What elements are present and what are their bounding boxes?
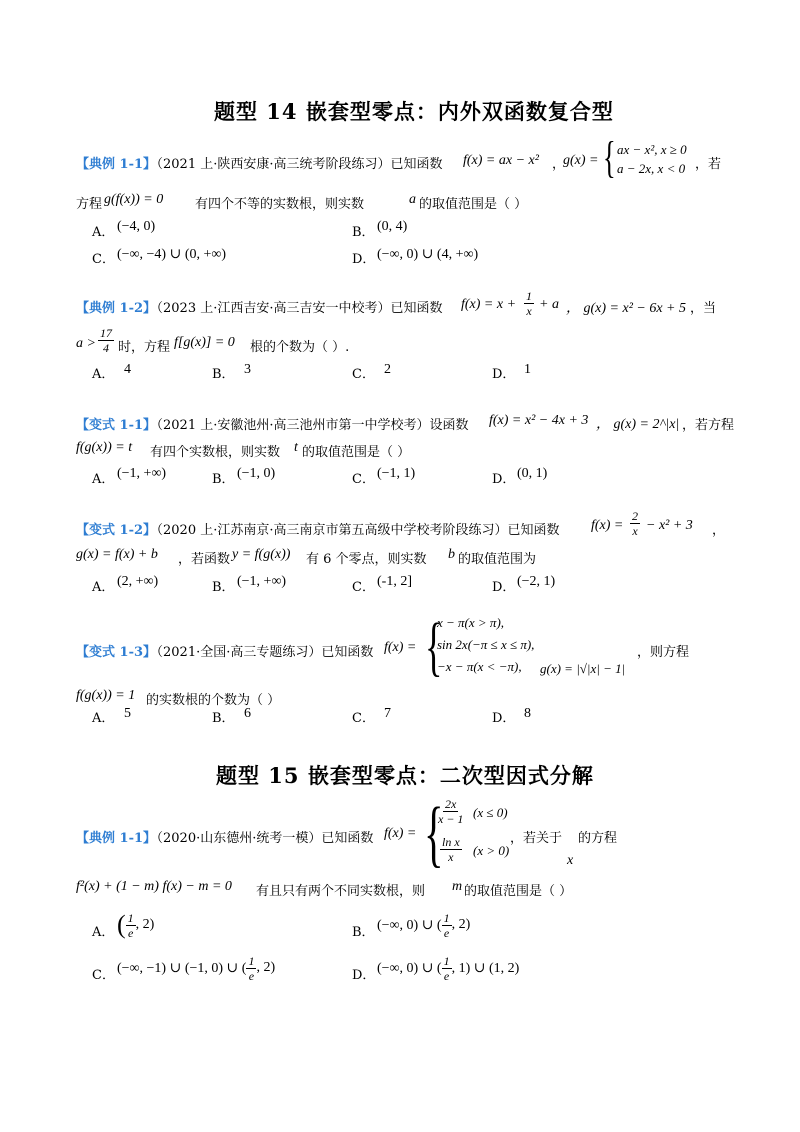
option-d bbox=[377, 950, 519, 986]
function-f: f(x) = x + bbox=[461, 297, 517, 312]
option-b-label: B． bbox=[212, 472, 235, 487]
brace: { bbox=[603, 133, 616, 182]
denominator: x bbox=[526, 304, 532, 318]
denominator: e bbox=[128, 925, 134, 940]
numerator: 1 bbox=[526, 289, 532, 303]
fraction bbox=[442, 911, 452, 940]
paren: ( bbox=[117, 910, 126, 939]
text: 的实数根的个数为（ ） bbox=[146, 693, 281, 708]
condition: a > bbox=[76, 336, 96, 351]
text: 有 6 个零点，则实数 bbox=[306, 552, 427, 567]
function-f: f(x) = ax − x² bbox=[463, 153, 539, 168]
text: 根的个数为（ ）. bbox=[250, 340, 350, 355]
option-d-label: D． bbox=[352, 252, 376, 267]
option-a: 5 bbox=[124, 706, 131, 721]
problem-source: （2023 上·江西吉安·高三吉安一中校考）已知函数 bbox=[150, 301, 443, 316]
option-a-label: A． bbox=[92, 925, 115, 940]
option-b-label: B． bbox=[352, 225, 375, 240]
option-d: (−∞, 0) ∪ (4, +∞) bbox=[377, 247, 479, 262]
option-c: 2 bbox=[384, 362, 391, 377]
option-a: 4 bbox=[124, 362, 131, 377]
option-b-label: B． bbox=[352, 925, 375, 940]
fraction bbox=[98, 326, 114, 355]
section-title-15: 题型 15 嵌套型零点：二次型因式分解 bbox=[216, 763, 594, 788]
option-d: (−2, 1) bbox=[517, 574, 556, 589]
denominator: e bbox=[443, 968, 450, 983]
option-a-label: A． bbox=[92, 367, 115, 382]
case-1-condition: (x ≤ 0) bbox=[473, 805, 508, 820]
option-b: (−1, +∞) bbox=[237, 574, 287, 589]
option-a-tail: , 2) bbox=[135, 917, 155, 932]
option-c-label: C． bbox=[352, 711, 375, 726]
text: 有且只有两个不同实数根，则 bbox=[256, 884, 426, 899]
text: 时，方程 bbox=[118, 340, 171, 355]
option-c-label: C． bbox=[352, 580, 375, 595]
text: 有四个不等的实数根，则实数 bbox=[195, 197, 365, 212]
numerator: ln x bbox=[442, 835, 460, 849]
text: ， bbox=[712, 523, 726, 538]
option-c: 7 bbox=[384, 706, 391, 721]
denominator: x bbox=[448, 850, 454, 864]
denominator: e bbox=[443, 925, 450, 940]
function-g-label: g(x) = bbox=[563, 153, 599, 168]
option-d-label: D． bbox=[492, 472, 516, 487]
function-g: ， g(x) = 2^|x| bbox=[596, 417, 680, 432]
text: 有四个实数根，则实数 bbox=[150, 445, 281, 460]
function-f: f(x) = bbox=[591, 518, 624, 533]
problem-source: （2020 上·江苏南京·高三南京市第五高级中学校考阶段练习）已知函数 bbox=[150, 523, 560, 538]
option-a-label: A． bbox=[92, 711, 115, 726]
equation: g(f(x)) = 0 bbox=[104, 192, 164, 207]
equation: f²(x) + (1 − m) f(x) − m = 0 bbox=[76, 879, 232, 894]
problem-tag: 【变式 1-2】 bbox=[76, 523, 157, 538]
problem-source: （2020·山东德州·统考一模）已知函数 bbox=[150, 831, 374, 846]
variable: m bbox=[452, 879, 463, 894]
option-c: (-1, 2] bbox=[377, 574, 412, 589]
fraction bbox=[442, 954, 452, 983]
numerator: 1 bbox=[443, 910, 450, 925]
case-2-condition: (x > 0) bbox=[473, 843, 510, 858]
option-d-tail: , 1) ∪ (1, 2) bbox=[451, 960, 520, 976]
option-d: 8 bbox=[524, 706, 531, 721]
fraction bbox=[126, 911, 136, 940]
equation: f(g(x)) = t bbox=[76, 440, 133, 455]
option-c-label: C． bbox=[352, 472, 375, 487]
g-case-2: a − 2x, x < 0 bbox=[617, 161, 686, 176]
option-c-head: (−∞, −1) ∪ (−1, 0) ∪ ( bbox=[117, 960, 247, 976]
case-2-fraction bbox=[440, 835, 462, 864]
option-a: (−4, 0) bbox=[117, 219, 156, 234]
option-b: 6 bbox=[244, 706, 251, 721]
option-c-label: C． bbox=[92, 252, 115, 267]
option-d-label: D． bbox=[492, 367, 516, 382]
option-b-head: (−∞, 0) ∪ ( bbox=[377, 917, 442, 933]
option-b-label: B． bbox=[212, 711, 235, 726]
function-f-tail: + a bbox=[539, 297, 559, 312]
function-f: f(x) = x² − 4x + 3 bbox=[489, 413, 589, 428]
variable: t bbox=[294, 440, 298, 455]
text: ，若方程 bbox=[682, 418, 735, 433]
brace: { bbox=[424, 793, 444, 875]
g-case-1: ax − x², x ≥ 0 bbox=[617, 142, 687, 157]
text: 的取值范围是（ ） bbox=[464, 884, 573, 899]
problem-source: （2021 上·安徽池州·高三池州市第一中学校考）设函数 bbox=[150, 418, 469, 433]
option-a bbox=[117, 907, 154, 943]
text: 的取值范围是（ ） bbox=[419, 197, 528, 212]
option-d-head: (−∞, 0) ∪ ( bbox=[377, 960, 442, 976]
equation: f(g(x)) = 1 bbox=[76, 688, 136, 703]
function-g: g(x) = f(x) + b bbox=[76, 547, 158, 562]
option-a: (−1, +∞) bbox=[117, 466, 167, 481]
problem-tag: 【典例 1-2】 bbox=[76, 301, 157, 316]
text: 的取值范围为 bbox=[458, 552, 537, 567]
numerator: 1 bbox=[127, 910, 134, 925]
numerator: 2x bbox=[445, 797, 457, 811]
option-a-label: A． bbox=[92, 472, 115, 487]
option-d-label: D． bbox=[492, 580, 516, 595]
option-d: (0, 1) bbox=[517, 466, 548, 481]
text: ，则方程 bbox=[637, 645, 690, 660]
denominator: x bbox=[632, 524, 638, 538]
option-b-tail: , 2) bbox=[451, 917, 471, 932]
function-f-label: f(x) = bbox=[384, 826, 417, 841]
text: 的取值范围是（ ） bbox=[302, 445, 411, 460]
option-b: 3 bbox=[244, 362, 251, 377]
case-1-fraction bbox=[438, 797, 463, 826]
option-d: 1 bbox=[524, 362, 531, 377]
option-d-label: D． bbox=[492, 711, 516, 726]
text: 方程 bbox=[76, 197, 103, 212]
problem-tag: 【变式 1-3】 bbox=[76, 645, 157, 660]
text: ，若关于 bbox=[510, 831, 563, 846]
option-d-label: D． bbox=[352, 968, 376, 983]
variable: b bbox=[448, 547, 455, 562]
function-g: g(x) = |√|x| − 1| bbox=[540, 661, 626, 676]
problem-tag: 【典例 1-1】 bbox=[76, 157, 157, 172]
fraction bbox=[630, 509, 640, 538]
equation: f[g(x)] = 0 bbox=[174, 335, 235, 350]
variable: x bbox=[567, 853, 574, 868]
comma: ， bbox=[552, 157, 566, 172]
option-b: (0, 4) bbox=[377, 219, 408, 234]
function-f-tail: − x² + 3 bbox=[646, 518, 693, 533]
fraction bbox=[524, 289, 534, 318]
f-case-3: −x − π(x < −π), bbox=[437, 659, 522, 674]
option-b-label: B． bbox=[212, 367, 235, 382]
option-a-label: A． bbox=[92, 225, 115, 240]
option-c-label: C． bbox=[352, 367, 375, 382]
text: 的方程 bbox=[578, 831, 618, 846]
section-title-14: 题型 14 嵌套型零点：内外双函数复合型 bbox=[214, 99, 614, 124]
denominator: x − 1 bbox=[438, 812, 464, 826]
problem-source: （2021·全国·高三专题练习）已知函数 bbox=[150, 645, 374, 660]
numerator: 17 bbox=[100, 326, 112, 340]
f-case-2: sin 2x(−π ≤ x ≤ π), bbox=[437, 637, 535, 652]
option-c bbox=[117, 950, 275, 986]
option-c-tail: , 2) bbox=[256, 960, 276, 975]
text: ，若函数 bbox=[178, 552, 231, 567]
denominator: 4 bbox=[103, 341, 109, 355]
option-c: (−1, 1) bbox=[377, 466, 416, 481]
problem-tag: 【变式 1-1】 bbox=[76, 418, 157, 433]
brace: { bbox=[425, 610, 443, 683]
numerator: 2 bbox=[632, 509, 638, 523]
f-case-1: x − π(x > π), bbox=[437, 615, 505, 630]
numerator: 1 bbox=[248, 953, 255, 968]
option-b-label: B． bbox=[212, 580, 235, 595]
text: ，当 bbox=[690, 301, 717, 316]
option-c-label: C． bbox=[92, 968, 115, 983]
option-b: (−1, 0) bbox=[237, 466, 276, 481]
option-b bbox=[377, 907, 470, 943]
equation: y = f(g(x)) bbox=[232, 547, 291, 562]
option-a: (2, +∞) bbox=[117, 574, 159, 589]
problem-source: （2021 上·陕西安康·高三统考阶段练习）已知函数 bbox=[150, 157, 443, 172]
problem-tag: 【典例 1-1】 bbox=[76, 831, 157, 846]
numerator: 1 bbox=[443, 953, 450, 968]
variable: a bbox=[409, 192, 416, 207]
function-g: ， g(x) = x² − 6x + 5 bbox=[566, 301, 687, 316]
option-c: (−∞, −4) ∪ (0, +∞) bbox=[117, 247, 227, 262]
denominator: e bbox=[248, 968, 255, 983]
problem-tail: ，若 bbox=[695, 157, 722, 172]
function-f-label: f(x) = bbox=[384, 640, 417, 655]
option-a-label: A． bbox=[92, 580, 115, 595]
fraction bbox=[246, 954, 256, 983]
